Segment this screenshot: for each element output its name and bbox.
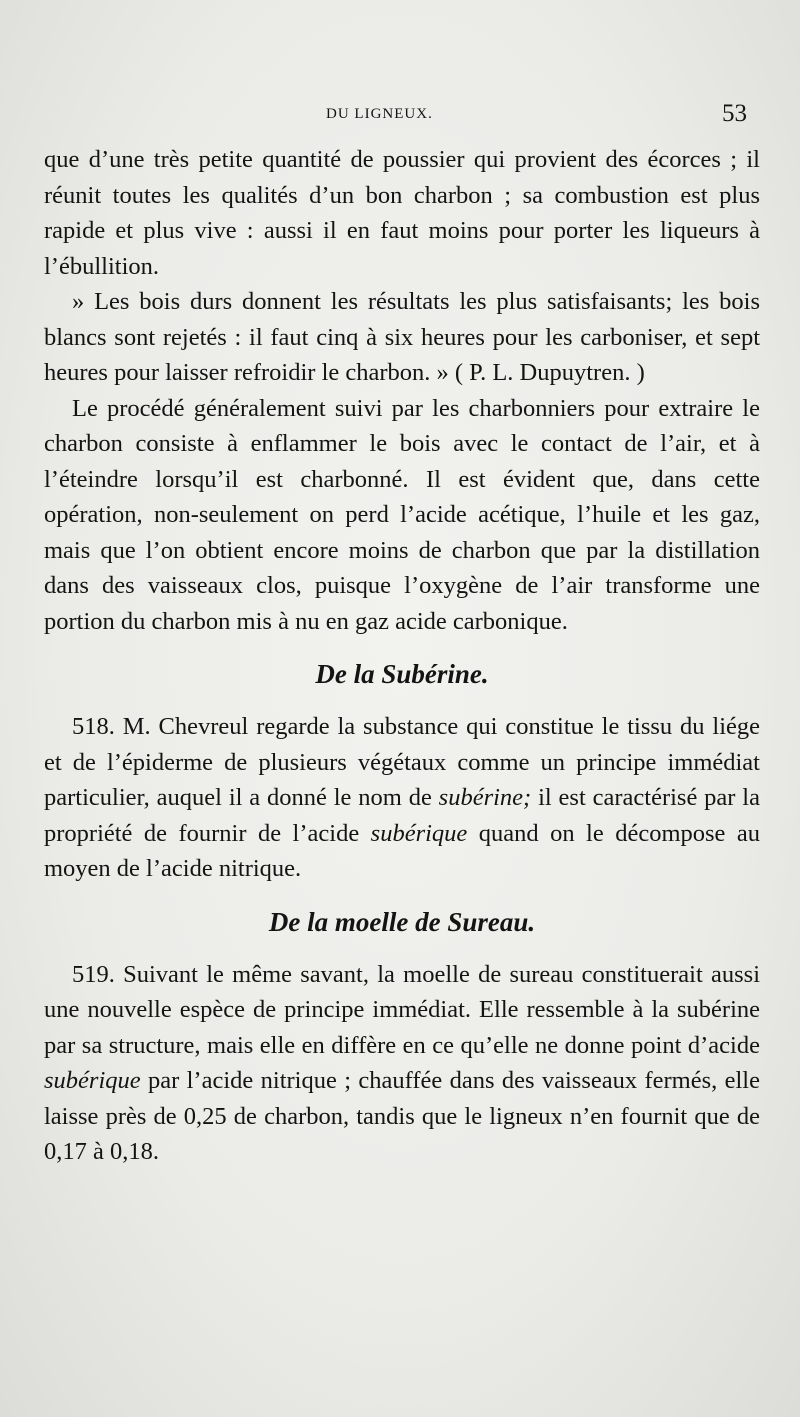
text-run: 519. Suivant le même savant, la moelle de sureau constituerait aussi une nouvelle espèce de principe immédiat. Elle ressemble à la subérine par sa structure, mais elle en diffère en ce qu’elle ne donne point d’acide	[44, 960, 760, 1059]
text-run: par l’acide nitrique ; chauffée dans des vaisseaux fermés, elle laisse près de 0,25 de charbon, tandis que le ligneux n’en fournit que de 0,17 à 0,18.	[44, 1067, 760, 1165]
paragraph-charbonniers-procedure: Le procédé généralement suivi par les charbonniers pour extraire le charbon consiste à enflammer le bois avec le contact de l’air, et à l’éteindre lorsqu’il est charbonné. Il est évident que, dans cette opération, non-seulement on perd l’acide acétique, l’huile et les gaz, mais que l’on obtient encore moins de charbon que par la distillation dans des vaisseaux clos, puisque l’oxygène de l’air transforme une portion du charbon mis à nu en gaz acide carbonique.	[44, 394, 760, 635]
paragraph-519-moelle	[44, 957, 760, 1170]
section-title-moelle-sureau: De la moelle de Sureau.	[268, 906, 536, 937]
paragraph-518-suberine	[44, 709, 760, 887]
paragraph-quote-dupuytren: » Les bois durs donnent les résultats les plus satisfaisants; les bois blancs sont rejetés : il faut cinq à six heures pour les carboniser, et sept heures pour laisser refroidir le charbon. » ( P. L. Dupuytren. )	[44, 288, 760, 386]
running-head	[0, 100, 800, 130]
paragraph-charcoal-quality: que d’une très petite quantité de poussier qui provient des écorces ; il réunit toutes les qualités d’un bon charbon ; sa combustion est plus rapide et plus vive : aussi il en faut moins pour porter les liqueurs à l’ébullition.	[44, 146, 760, 280]
running-title: DU LIGNEUX.	[326, 106, 433, 122]
italic-term: subérique	[370, 819, 468, 847]
italic-term: subérique	[44, 1067, 141, 1094]
text-run: il est caractérisé par la propriété de fournir de l’acide	[44, 784, 760, 847]
body-text	[44, 142, 760, 1170]
text-run: 518. M. Chevreul regarde la substance qui constitue le tissu du liége et de l’épiderme de plusieurs végétaux comme un principe immédiat particulier, auquel il a donné le nom de	[44, 713, 760, 811]
text-run: quand on le décompose au moyen de l’acide nitrique.	[44, 819, 760, 882]
section-title-suberine: De la Subérine.	[315, 659, 489, 689]
page-number: 53	[722, 100, 747, 127]
italic-term: subérine;	[438, 784, 532, 811]
